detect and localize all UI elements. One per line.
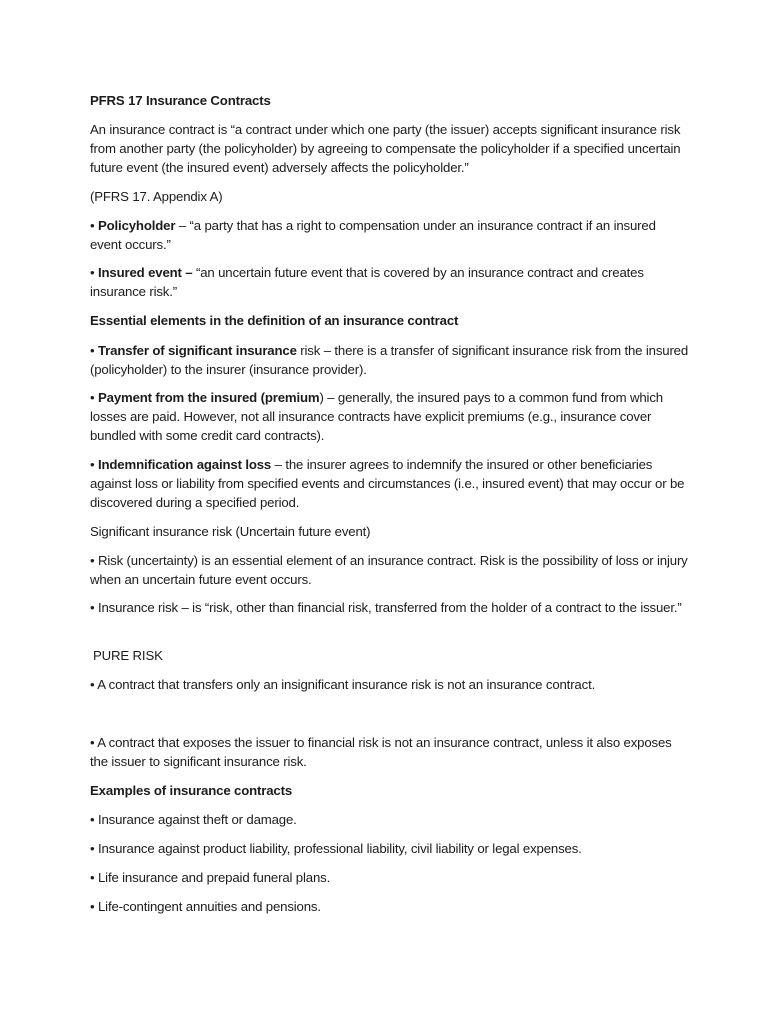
examples-heading: Examples of insurance contracts: [90, 783, 293, 798]
term: Policyholder: [97, 218, 176, 233]
example-item: • Life insurance and prepaid funeral plans.: [90, 870, 331, 885]
term: Payment from the insured (premium: [97, 390, 320, 405]
element-transfer: [90, 342, 690, 380]
bullet: •: [90, 265, 98, 280]
pure-risk-label: PURE RISK: [93, 648, 163, 663]
risk-point: • Insurance risk – is “risk, other than financial risk, transferred from the holder of a contract to the issuer.”: [90, 600, 682, 615]
document-title: PFRS 17 Insurance Contracts: [90, 93, 271, 108]
definition-text: “an uncertain future event that is covered by an insurance contract and creates insurance risk.”: [90, 265, 644, 299]
example-item: • Insurance against product liability, professional liability, civil liability or legal expenses.: [90, 841, 582, 856]
example-item: • Insurance against theft or damage.: [90, 812, 297, 827]
contract-point: • A contract that transfers only an insignificant insurance risk is not an insurance contract.: [90, 677, 596, 692]
bullet: •: [90, 390, 98, 405]
bullet: •: [90, 343, 98, 358]
bullet: •: [90, 457, 98, 472]
bullet: •: [90, 218, 98, 233]
significant-risk-heading: Significant insurance risk (Uncertain future event): [90, 524, 371, 539]
element-indemnification: [90, 456, 690, 512]
term: Indemnification against loss: [97, 457, 272, 472]
risk-point: • Risk (uncertainty) is an essential element of an insurance contract. Risk is the possibility of loss or injury when an uncertain future event occurs.: [90, 553, 688, 587]
intro-paragraph: An insurance contract is “a contract under which one party (the issuer) accepts significant insurance risk from another party (the policyholder) by agreeing to compensate the policyholder if a specified uncertain future event (the insured event) adversely affects the policyholder.”: [90, 122, 681, 175]
term: Transfer of significant insurance: [97, 343, 297, 358]
citation: (PFRS 17. Appendix A): [90, 189, 223, 204]
element-payment: [90, 389, 690, 445]
element-text: – the insurer agrees to indemnify the insured or other beneficiaries against loss or liability from specified events and circumstances (i.e., insured event) that may occur or be discovered during a specified period.: [90, 457, 685, 510]
term: Insured event –: [97, 265, 193, 280]
definition-insured-event: [90, 264, 690, 302]
example-item: • Life-contingent annuities and pensions.: [90, 899, 321, 914]
definition-text: – “a party that has a right to compensation under an insurance contract if an insured event occurs.”: [90, 218, 656, 252]
element-text: ) – generally, the insured pays to a common fund from which losses are paid. However, not all insurance contracts have explicit premiums (e.g., insurance cover bundled with some credit card contracts).: [90, 390, 663, 443]
essential-elements-heading: Essential elements in the definition of an insurance contract: [90, 313, 459, 328]
contract-point: • A contract that exposes the issuer to financial risk is not an insurance contract, unless it also exposes the issuer to significant insurance risk.: [90, 735, 672, 769]
definition-policyholder: [90, 217, 690, 255]
element-text: risk – there is a transfer of significant insurance risk from the insured (policyholder) to the insurer (insurance provider).: [90, 343, 689, 377]
